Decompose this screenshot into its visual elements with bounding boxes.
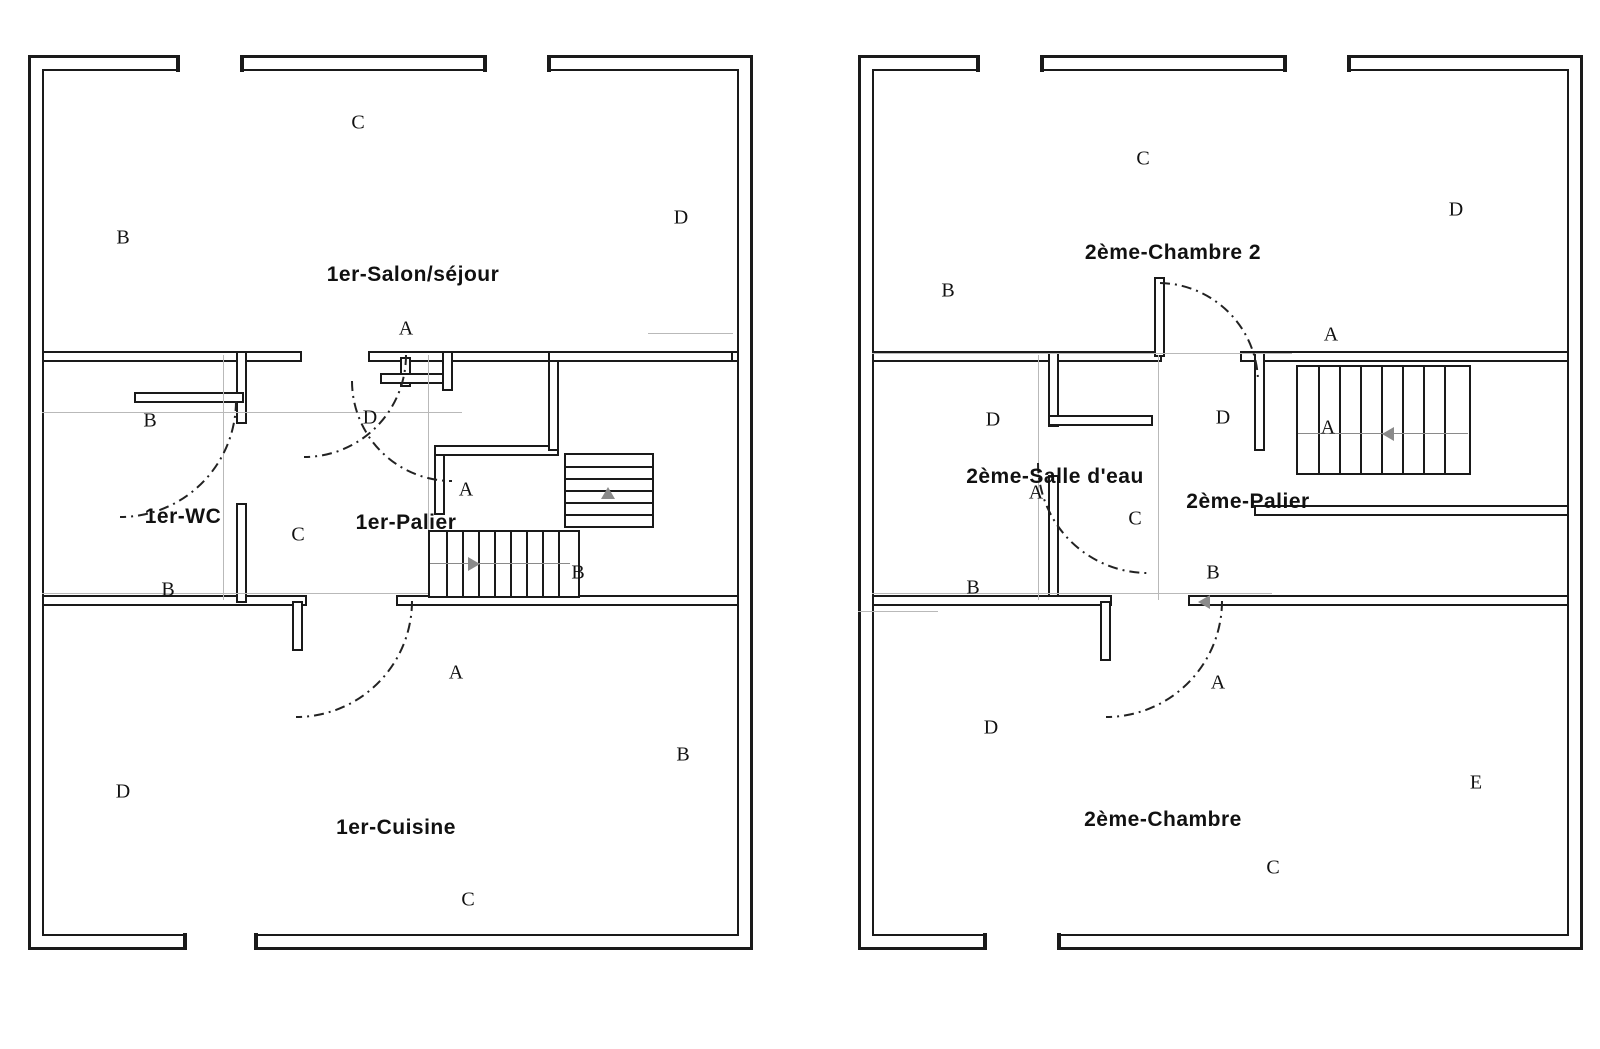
corner-marker: B: [676, 743, 690, 766]
corner-marker: A: [448, 661, 464, 684]
room-label: 2ème-Salle d'eau: [966, 465, 1144, 488]
corner-marker: D: [673, 206, 689, 229]
interior-wall: [42, 351, 302, 362]
interior-wall: [872, 595, 1112, 606]
window-opening: [176, 55, 244, 72]
window-jamb: [1347, 55, 1351, 72]
floor-plan-1er: [28, 55, 753, 950]
window-opening: [183, 933, 258, 950]
window-jamb: [240, 55, 244, 72]
window-jamb: [254, 933, 258, 950]
room-label: 2ème-Chambre: [1084, 808, 1242, 831]
corner-marker: D: [1448, 198, 1464, 221]
corner-marker: A: [458, 478, 474, 501]
stair-direction-arrow: [468, 557, 480, 571]
stair-direction-line: [430, 563, 570, 564]
room-label: 2ème-Chambre 2: [1084, 241, 1262, 264]
corner-marker: D: [983, 716, 999, 739]
door-swing-arc: [1100, 595, 1230, 725]
room-label: 2ème-Palier: [1186, 490, 1310, 513]
corner-marker: B: [116, 226, 130, 249]
corner-marker: D: [1215, 406, 1231, 429]
interior-wall: [548, 351, 559, 451]
corner-marker: B: [966, 576, 980, 599]
window-jamb: [183, 933, 187, 950]
window-opening: [983, 933, 1061, 950]
window-opening: [483, 55, 551, 72]
corner-marker: C: [1266, 856, 1280, 879]
corner-marker: C: [1136, 147, 1150, 170]
corner-marker: A: [1320, 416, 1336, 439]
room-label: 1er-WC: [144, 505, 222, 528]
guide-line: [858, 611, 938, 612]
corner-marker: D: [985, 408, 1001, 431]
window-jamb: [1040, 55, 1044, 72]
corner-marker: C: [461, 888, 475, 911]
window-jamb: [1057, 933, 1061, 950]
window-jamb: [976, 55, 980, 72]
corner-marker: D: [115, 780, 131, 803]
stair-direction-arrow: [1382, 427, 1394, 441]
door-swing-arc: [1154, 277, 1264, 387]
corner-marker: A: [1028, 481, 1044, 504]
door-swing-arc: [290, 595, 420, 725]
corner-marker: B: [1206, 561, 1220, 584]
window-jamb: [176, 55, 180, 72]
stairs-lower-flight: [428, 530, 580, 598]
corner-marker: A: [1323, 323, 1339, 346]
interior-wall: [1048, 415, 1153, 426]
corner-marker: C: [1128, 507, 1142, 530]
guide-line: [1158, 355, 1159, 600]
interior-wall: [548, 351, 733, 362]
corner-marker: B: [571, 561, 585, 584]
corner-marker: B: [941, 279, 955, 302]
window-jamb: [547, 55, 551, 72]
corner-marker: B: [143, 409, 157, 432]
guide-line: [872, 593, 1272, 594]
stair-direction-arrow: [601, 487, 615, 499]
guide-line: [648, 333, 733, 334]
guide-line: [42, 593, 442, 594]
window-jamb: [1283, 55, 1287, 72]
corner-marker: D: [362, 406, 378, 429]
floor-plan-2eme: [858, 55, 1583, 950]
window-jamb: [483, 55, 487, 72]
corner-marker: B: [161, 578, 175, 601]
door-swing-arc: [344, 373, 464, 493]
corner-marker: C: [351, 111, 365, 134]
corner-marker: A: [1210, 671, 1226, 694]
room-label: 1er-Cuisine: [336, 816, 456, 839]
window-opening: [976, 55, 1044, 72]
window-jamb: [983, 933, 987, 950]
interior-wall: [1188, 595, 1569, 606]
room-label: 1er-Palier: [355, 511, 457, 534]
room-label: 1er-Salon/séjour: [326, 263, 500, 286]
corner-marker: C: [291, 523, 305, 546]
window-opening: [1283, 55, 1351, 72]
corner-marker: E: [1469, 771, 1483, 794]
corner-marker: A: [398, 317, 414, 340]
